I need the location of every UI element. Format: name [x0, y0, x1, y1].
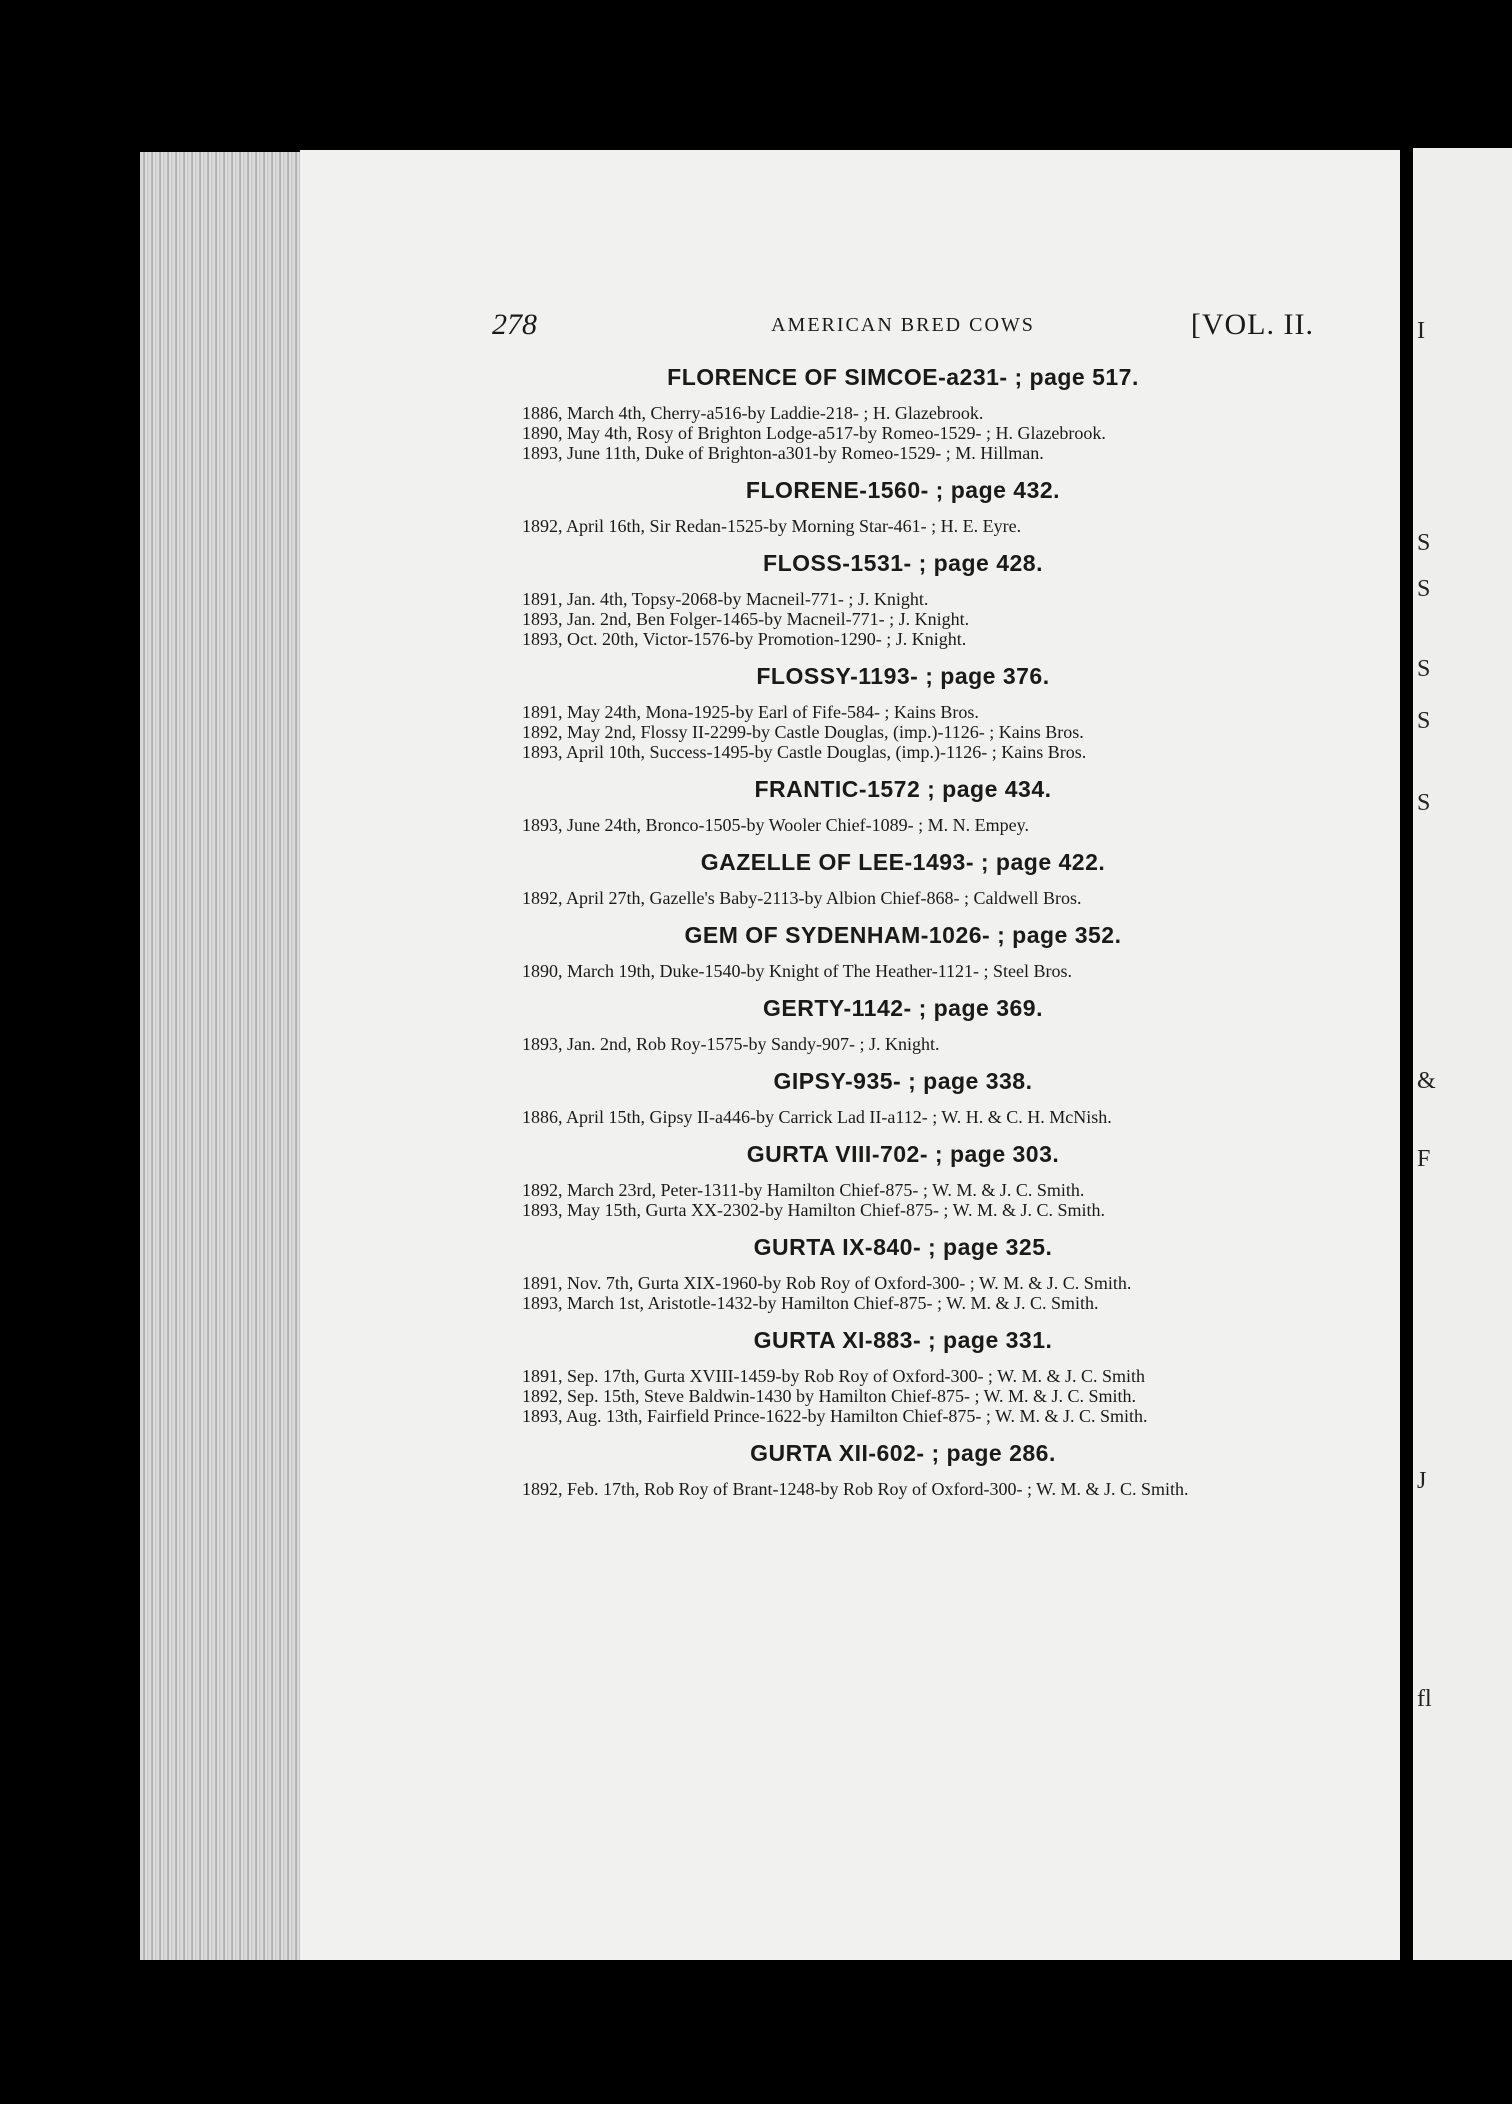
calving-record: 1893, June 11th, Duke of Brighton-a301-by Romeo-1529- ; M. Hillman. [522, 443, 1044, 463]
cow-heading: GAZELLE OF LEE-1493- ; page 422. [700, 849, 1106, 875]
calving-record: 1893, May 15th, Gurta XX-2302-by Hamilton Chief-875- ; W. M. & J. C. Smith. [522, 1200, 1105, 1220]
cow-entry [492, 1440, 1314, 1499]
volume-label: [VOL. II. [1190, 308, 1314, 341]
cow-entry [492, 1068, 1314, 1127]
facing-page-letter: S [1417, 530, 1431, 556]
cow-heading: FLORENCE OF SIMCOE-a231- ; page 517. [667, 364, 1139, 390]
cow-entry [492, 922, 1314, 981]
cow-entry [492, 995, 1314, 1054]
facing-page-letter: S [1417, 576, 1431, 602]
calving-record: 1893, April 10th, Success-1495-by Castle Douglas, (imp.)-1126- ; Kains Bros. [522, 742, 1087, 762]
calving-record: 1891, Sep. 17th, Gurta XVIII-1459-by Rob Roy of Oxford-300- ; W. M. & J. C. Smith [522, 1366, 1145, 1386]
cow-heading: FLOSSY-1193- ; page 376. [756, 663, 1050, 689]
cow-entry [492, 477, 1314, 536]
calving-record: 1892, Sep. 15th, Steve Baldwin-1430 by Hamilton Chief-875- ; W. M. & J. C. Smith. [522, 1386, 1136, 1406]
cow-entry [492, 364, 1314, 463]
facing-page-letter: I [1417, 318, 1425, 344]
cow-heading: GURTA IX-840- ; page 325. [753, 1234, 1053, 1260]
calving-record: 1892, April 16th, Sir Redan-1525-by Morning Star-461- ; H. E. Eyre. [522, 516, 1022, 536]
facing-page-letter: S [1417, 656, 1431, 682]
cow-entry [492, 550, 1314, 649]
calving-record: 1891, Jan. 4th, Topsy-2068-by Macneil-771- ; J. Knight. [522, 589, 929, 609]
cow-entry [492, 776, 1314, 835]
calving-record: 1891, Nov. 7th, Gurta XIX-1960-by Rob Roy of Oxford-300- ; W. M. & J. C. Smith. [522, 1273, 1132, 1293]
cow-heading: GURTA XI-883- ; page 331. [753, 1327, 1053, 1353]
cow-entry [492, 663, 1314, 762]
calving-record: 1893, Jan. 2nd, Rob Roy-1575-by Sandy-907- ; J. Knight. [522, 1034, 940, 1054]
book-page-edges [140, 152, 305, 1960]
cow-heading: GURTA VIII-702- ; page 303. [746, 1141, 1060, 1167]
cow-entry [492, 849, 1314, 908]
calving-record: 1886, April 15th, Gipsy II-a446-by Carrick Lad II-a112- ; W. H. & C. H. McNish. [522, 1107, 1112, 1127]
calving-record: 1892, May 2nd, Flossy II-2299-by Castle Douglas, (imp.)-1126- ; Kains Bros. [522, 722, 1084, 742]
entries-list [492, 360, 1314, 1513]
cow-entry [492, 1327, 1314, 1426]
facing-page-letter: F [1417, 1146, 1431, 1172]
cow-heading: GIPSY-935- ; page 338. [773, 1068, 1033, 1094]
calving-record: 1891, May 24th, Mona-1925-by Earl of Fife-584- ; Kains Bros. [522, 702, 979, 722]
calving-record: 1893, Jan. 2nd, Ben Folger-1465-by Macneil-771- ; J. Knight. [522, 609, 970, 629]
cow-heading: GEM OF SYDENHAM-1026- ; page 352. [684, 922, 1122, 948]
cow-heading: FLOSS-1531- ; page 428. [763, 550, 1043, 576]
cow-heading: FRANTIC-1572 ; page 434. [754, 776, 1052, 802]
calving-record: 1892, March 23rd, Peter-1311-by Hamilton Chief-875- ; W. M. & J. C. Smith. [522, 1180, 1085, 1200]
calving-record: 1886, March 4th, Cherry-a516-by Laddie-218- ; H. Glazebrook. [522, 403, 984, 423]
calving-record: 1892, Feb. 17th, Rob Roy of Brant-1248-by Rob Roy of Oxford-300- ; W. M. & J. C. Smith. [522, 1479, 1189, 1499]
cow-heading: FLORENE-1560- ; page 432. [745, 477, 1061, 503]
running-title: AMERICAN BRED COWS [771, 314, 1035, 336]
calving-record: 1893, Oct. 20th, Victor-1576-by Promotion-1290- ; J. Knight. [522, 629, 967, 649]
facing-page-letter: S [1417, 790, 1431, 816]
cow-entry [492, 1234, 1314, 1313]
calving-record: 1893, Aug. 13th, Fairfield Prince-1622-by Hamilton Chief-875- ; W. M. & J. C. Smith. [522, 1406, 1148, 1426]
cow-heading: GURTA XII-602- ; page 286. [750, 1440, 1056, 1466]
running-head [492, 308, 1314, 348]
facing-page-letter: fl [1417, 1686, 1432, 1712]
cow-entry [492, 1141, 1314, 1220]
calving-record: 1890, March 19th, Duke-1540-by Knight of The Heather-1121- ; Steel Bros. [522, 961, 1073, 981]
facing-page-letter: J [1417, 1468, 1427, 1494]
facing-page-letter: S [1417, 708, 1431, 734]
calving-record: 1892, April 27th, Gazelle's Baby-2113-by Albion Chief-868- ; Caldwell Bros. [522, 888, 1082, 908]
facing-page-letter: & [1417, 1068, 1436, 1094]
calving-record: 1893, March 1st, Aristotle-1432-by Hamilton Chief-875- ; W. M. & J. C. Smith. [522, 1293, 1099, 1313]
facing-page-fragment [1413, 148, 1512, 1960]
calving-record: 1890, May 4th, Rosy of Brighton Lodge-a517-by Romeo-1529- ; H. Glazebrook. [522, 423, 1106, 443]
cow-heading: GERTY-1142- ; page 369. [763, 995, 1043, 1021]
page-number: 278 [492, 308, 537, 341]
calving-record: 1893, June 24th, Bronco-1505-by Wooler Chief-1089- ; M. N. Empey. [522, 815, 1029, 835]
